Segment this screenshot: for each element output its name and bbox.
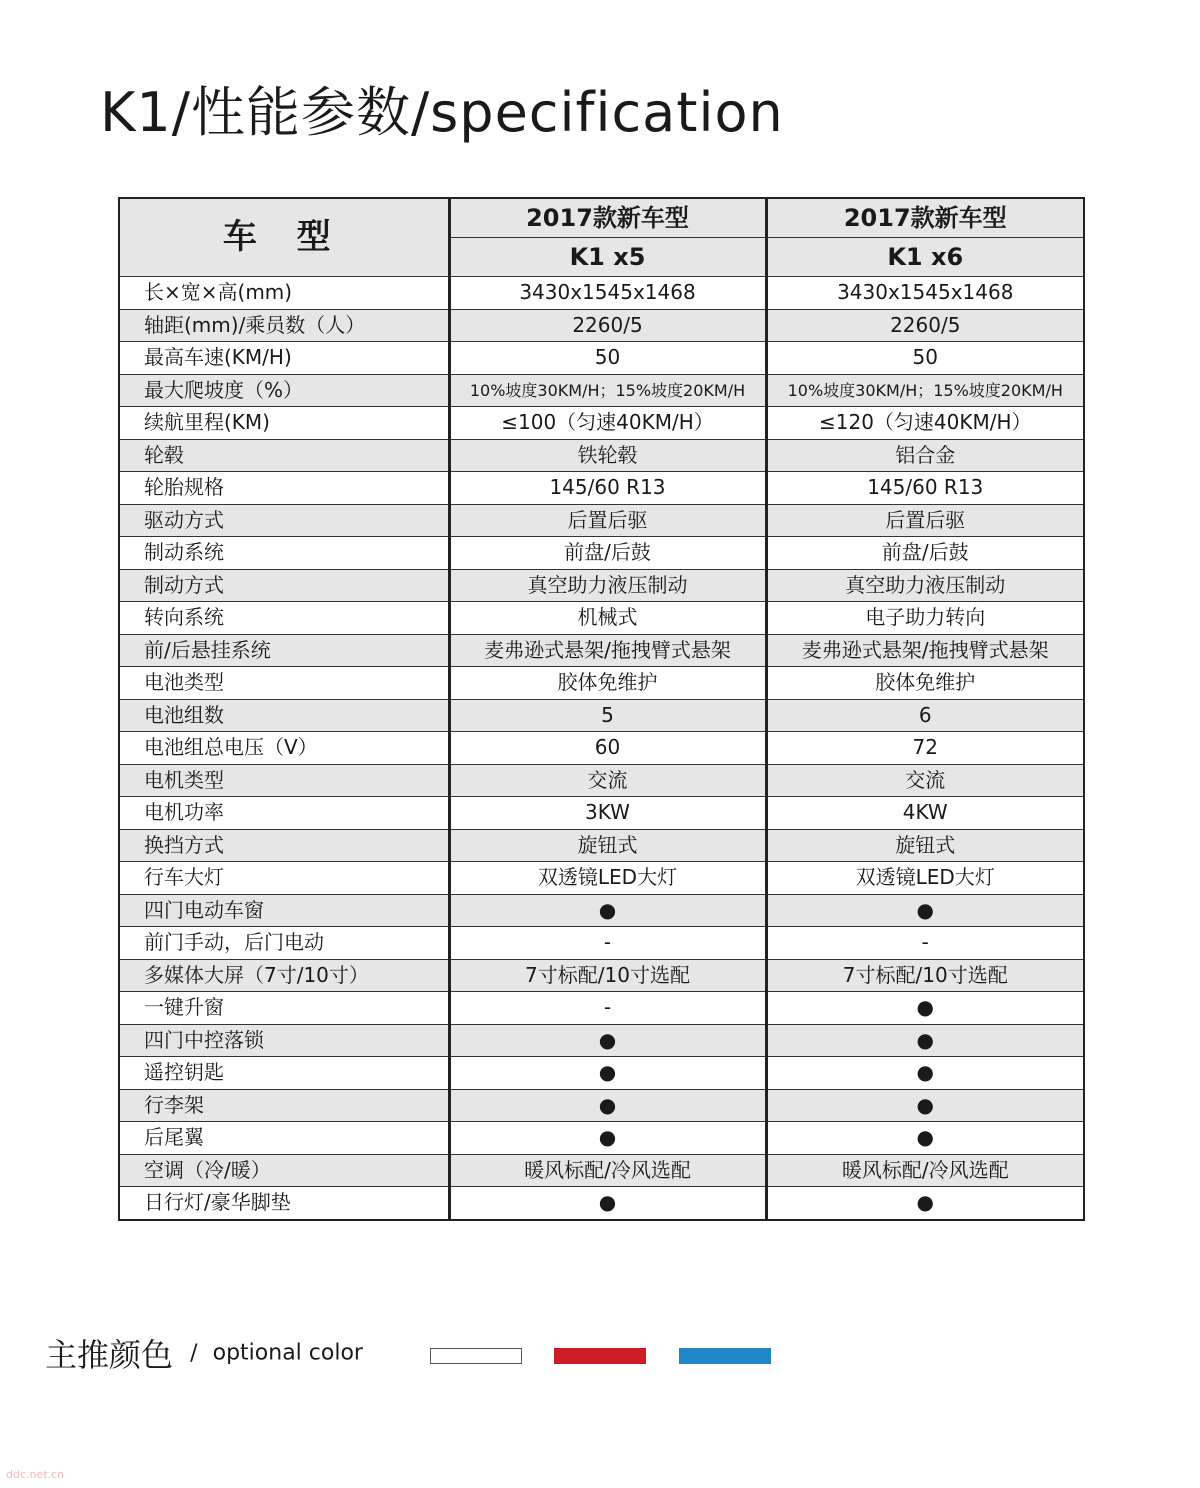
spec-label: 电池组数: [119, 699, 449, 732]
table-row: [119, 862, 1084, 895]
spec-value-x6: ●: [766, 1089, 1084, 1122]
spec-value-x6: -: [766, 927, 1084, 960]
spec-label: 行李架: [119, 1089, 449, 1122]
spec-value-x6: 后置后驱: [766, 504, 1084, 537]
spec-value-x6: ≤120（匀速40KM/H）: [766, 407, 1084, 440]
spec-value-x5: 双透镜LED大灯: [449, 862, 766, 895]
spec-value-x5: ≤100（匀速40KM/H）: [449, 407, 766, 440]
color-swatch-white: [430, 1348, 522, 1364]
table-row: [119, 927, 1084, 960]
spec-value-x6: ●: [766, 1024, 1084, 1057]
spec-value-x5: 后置后驱: [449, 504, 766, 537]
spec-value-x6: 旋钮式: [766, 829, 1084, 862]
spec-value-x6: 50: [766, 342, 1084, 375]
spec-label: 续航里程(KM): [119, 407, 449, 440]
spec-value-x6: 72: [766, 732, 1084, 765]
table-row: [119, 829, 1084, 862]
spec-value-x6: 145/60 R13: [766, 472, 1084, 505]
table-row: [119, 407, 1084, 440]
spec-value-x5: 旋钮式: [449, 829, 766, 862]
spec-label: 轮胎规格: [119, 472, 449, 505]
spec-value-x6: 7寸标配/10寸选配: [766, 959, 1084, 992]
table-row: [119, 439, 1084, 472]
table-row: [119, 1122, 1084, 1155]
model-header: 车 型: [119, 198, 449, 277]
spec-value-x5: 3430x1545x1468: [449, 277, 766, 310]
spec-value-x6: 2260/5: [766, 309, 1084, 342]
table-row: [119, 894, 1084, 927]
spec-value-x6: 暖风标配/冷风选配: [766, 1154, 1084, 1187]
spec-value-x6: 麦弗逊式悬架/拖拽臂式悬架: [766, 634, 1084, 667]
spec-table-body: [119, 277, 1084, 1220]
spec-label: 四门电动车窗: [119, 894, 449, 927]
table-row: [119, 504, 1084, 537]
spec-value-x6: 双透镜LED大灯: [766, 862, 1084, 895]
spec-label: 电池组总电压（V）: [119, 732, 449, 765]
spec-value-x6: 4KW: [766, 797, 1084, 830]
spec-label: 制动系统: [119, 537, 449, 570]
spec-label: 换挡方式: [119, 829, 449, 862]
colors-label-zh: 主推颜色: [45, 1336, 174, 1374]
spec-value-x5: 交流: [449, 764, 766, 797]
spec-label: 最高车速(KM/H): [119, 342, 449, 375]
spec-label: 后尾翼: [119, 1122, 449, 1155]
spec-label: 轮毂: [119, 439, 449, 472]
table-row: [119, 374, 1084, 407]
spec-value-x6: 铝合金: [766, 439, 1084, 472]
table-row: [119, 1154, 1084, 1187]
color-swatch-red: [554, 1348, 646, 1364]
color-swatch-blue: [679, 1348, 771, 1364]
spec-label: 制动方式: [119, 569, 449, 602]
spec-label: 行车大灯: [119, 862, 449, 895]
spec-label: 空调（冷/暖）: [119, 1154, 449, 1187]
table-row: [119, 634, 1084, 667]
x6-year-header: 2017款新车型: [766, 198, 1084, 238]
spec-label: 轴距(mm)/乘员数（人）: [119, 309, 449, 342]
header-row-year: [119, 198, 1084, 238]
spec-value-x5: -: [449, 992, 766, 1025]
table-row: [119, 1089, 1084, 1122]
table-row: [119, 797, 1084, 830]
spec-value-x6: 交流: [766, 764, 1084, 797]
spec-value-x5: 暖风标配/冷风选配: [449, 1154, 766, 1187]
spec-value-x6: ●: [766, 1122, 1084, 1155]
table-row: [119, 537, 1084, 570]
watermark: ddc.net.cn: [6, 1468, 65, 1481]
spec-label: 驱动方式: [119, 504, 449, 537]
spec-value-x5: 胶体免维护: [449, 667, 766, 700]
table-row: [119, 602, 1084, 635]
spec-table: [118, 197, 1085, 1221]
spec-label: 四门中控落锁: [119, 1024, 449, 1057]
spec-label: 最大爬坡度（%）: [119, 374, 449, 407]
spec-value-x6: 胶体免维护: [766, 667, 1084, 700]
spec-value-x6: ●: [766, 992, 1084, 1025]
spec-label: 电池类型: [119, 667, 449, 700]
spec-value-x5: ●: [449, 1089, 766, 1122]
x5-model-header: K1 x5: [449, 238, 766, 277]
spec-value-x6: 电子助力转向: [766, 602, 1084, 635]
spec-value-x5: 60: [449, 732, 766, 765]
table-row: [119, 764, 1084, 797]
table-row: [119, 1187, 1084, 1220]
table-row: [119, 309, 1084, 342]
optional-colors: [45, 1330, 363, 1380]
table-row: [119, 699, 1084, 732]
spec-label: 日行灯/豪华脚垫: [119, 1187, 449, 1220]
spec-value-x5: 2260/5: [449, 309, 766, 342]
table-row: [119, 1024, 1084, 1057]
table-row: [119, 472, 1084, 505]
spec-value-x5: 145/60 R13: [449, 472, 766, 505]
spec-value-x5: 5: [449, 699, 766, 732]
table-row: [119, 277, 1084, 310]
spec-label: 前门手动，后门电动: [119, 927, 449, 960]
spec-value-x5: 前盘/后鼓: [449, 537, 766, 570]
spec-value-x6: 真空助力液压制动: [766, 569, 1084, 602]
spec-value-x5: ●: [449, 1024, 766, 1057]
colors-label-en: optional color: [212, 1340, 363, 1366]
spec-value-x5: 10%坡度30KM/H；15%坡度20KM/H: [449, 374, 766, 407]
spec-value-x6: ●: [766, 1057, 1084, 1090]
spec-value-x5: 机械式: [449, 602, 766, 635]
spec-value-x5: 3KW: [449, 797, 766, 830]
spec-value-x6: ●: [766, 1187, 1084, 1220]
spec-label: 电机类型: [119, 764, 449, 797]
spec-value-x6: 10%坡度30KM/H；15%坡度20KM/H: [766, 374, 1084, 407]
spec-value-x5: 铁轮毂: [449, 439, 766, 472]
spec-value-x6: 3430x1545x1468: [766, 277, 1084, 310]
spec-value-x5: 7寸标配/10寸选配: [449, 959, 766, 992]
spec-value-x5: ●: [449, 1057, 766, 1090]
spec-value-x5: 50: [449, 342, 766, 375]
page-title: K1/性能参数/specification: [100, 81, 784, 144]
spec-value-x6: ●: [766, 894, 1084, 927]
spec-value-x5: ●: [449, 1187, 766, 1220]
spec-value-x5: 麦弗逊式悬架/拖拽臂式悬架: [449, 634, 766, 667]
spec-value-x5: ●: [449, 894, 766, 927]
table-row: [119, 992, 1084, 1025]
table-row: [119, 959, 1084, 992]
table-row: [119, 1057, 1084, 1090]
spec-label: 转向系统: [119, 602, 449, 635]
x5-year-header: 2017款新车型: [449, 198, 766, 238]
x6-model-header: K1 x6: [766, 238, 1084, 277]
spec-value-x6: 前盘/后鼓: [766, 537, 1084, 570]
table-row: [119, 569, 1084, 602]
spec-value-x5: -: [449, 927, 766, 960]
spec-value-x5: ●: [449, 1122, 766, 1155]
table-row: [119, 342, 1084, 375]
spec-label: 前/后悬挂系统: [119, 634, 449, 667]
spec-value-x6: 6: [766, 699, 1084, 732]
spec-label: 多媒体大屏（7寸/10寸）: [119, 959, 449, 992]
table-row: [119, 667, 1084, 700]
spec-value-x5: 真空助力液压制动: [449, 569, 766, 602]
spec-label: 长×宽×高(mm): [119, 277, 449, 310]
table-row: [119, 732, 1084, 765]
spec-label: 电机功率: [119, 797, 449, 830]
spec-label: 一键升窗: [119, 992, 449, 1025]
colors-separator: /: [190, 1340, 198, 1366]
spec-label: 遥控钥匙: [119, 1057, 449, 1090]
